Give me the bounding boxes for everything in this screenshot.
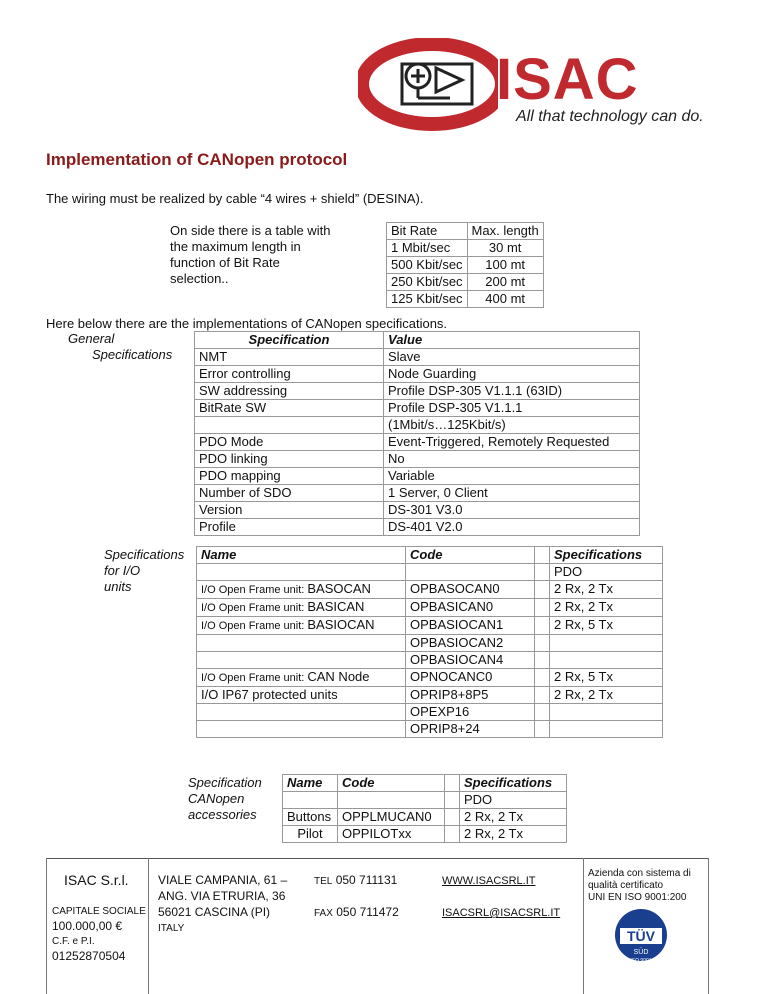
table-cell	[406, 564, 535, 581]
table-cell: OPRIP8+24	[406, 721, 535, 738]
table-cell: 2 Rx, 2 Tx	[550, 581, 663, 599]
logo-tagline: All that technology can do.	[516, 108, 704, 125]
table-cell	[338, 792, 445, 809]
side-note-line: On side there is a table with	[170, 223, 331, 238]
table-cell: OPEXP16	[406, 704, 535, 721]
spacer-cell	[535, 564, 550, 581]
spacer-cell	[535, 687, 550, 704]
table-cell: 2 Rx, 2 Tx	[550, 687, 663, 704]
table-row	[283, 809, 567, 826]
table-cell: No	[384, 451, 640, 468]
io-label: units	[104, 579, 132, 594]
table-cell	[550, 635, 663, 652]
table-cell: Error controlling	[195, 366, 384, 383]
maxlength-header: Max. length	[467, 223, 543, 240]
table-row	[197, 617, 663, 635]
footer-fax	[314, 904, 399, 922]
table-cell: BitRate SW	[195, 400, 384, 417]
side-note-line: function of Bit Rate	[170, 255, 280, 270]
table-cell: PDO mapping	[195, 468, 384, 485]
value-header: Value	[384, 332, 640, 349]
side-note	[170, 223, 330, 287]
io-label: Specifications	[104, 547, 185, 562]
table-cell	[197, 581, 406, 599]
table-cell: Node Guarding	[384, 366, 640, 383]
isac-logo	[358, 38, 718, 138]
table-cell: OPBASOCAN0	[406, 581, 535, 599]
table-cell: DS-401 V2.0	[384, 519, 640, 536]
table-cell: PDO Mode	[195, 434, 384, 451]
table-cell: Version	[195, 502, 384, 519]
row-name: BASIOCAN	[307, 617, 375, 632]
spacer-cell	[535, 704, 550, 721]
accessories-label: Specification	[188, 775, 262, 790]
accessories-label: CANopen	[188, 791, 245, 806]
table-row	[197, 599, 663, 617]
table-row	[195, 366, 640, 383]
table-cell	[197, 687, 406, 704]
table-cell	[550, 652, 663, 669]
spacer-cell	[535, 617, 550, 635]
spacer-cell	[445, 792, 460, 809]
footer-cf-value: 01252870504	[52, 949, 126, 963]
table-cell: 2 Rx, 2 Tx	[550, 599, 663, 617]
table-cell: OPPILOTxx	[338, 826, 445, 843]
table-row	[387, 274, 544, 291]
name-header: Name	[283, 775, 338, 792]
table-row	[195, 417, 640, 434]
row-prefix: I/O Open Frame unit:	[201, 602, 308, 614]
footer-tel	[314, 872, 397, 890]
row-prefix: I/O Open Frame unit:	[201, 672, 308, 684]
table-cell: 250 Kbit/sec	[387, 274, 468, 291]
table-cell: PDO linking	[195, 451, 384, 468]
table-cell: Profile DSP-305 V1.1.1 (63ID)	[384, 383, 640, 400]
spacer-cell	[535, 599, 550, 617]
code-header: Code	[338, 775, 445, 792]
footer-email-link[interactable]: ISACSRL@ISACSRL.IT	[442, 907, 561, 919]
row-name: CAN Node	[307, 669, 370, 684]
table-row	[195, 502, 640, 519]
table-cell: OPBASIOCAN1	[406, 617, 535, 635]
table-cell: 100 mt	[467, 257, 543, 274]
io-label: for I/O	[104, 563, 141, 578]
table-cell: Slave	[384, 349, 640, 366]
footer-divider	[46, 858, 47, 994]
table-cell: OPBASICAN0	[406, 599, 535, 617]
bitrate-table	[386, 222, 544, 308]
table-cell: OPPLMUCAN0	[338, 809, 445, 826]
general-label: Specifications	[92, 347, 173, 362]
table-cell	[550, 721, 663, 738]
footer-website-link[interactable]: WWW.ISACSRL.IT	[442, 875, 536, 887]
general-spec-table	[194, 331, 640, 536]
table-cell: 2 Rx, 2 Tx	[460, 826, 567, 843]
footer-company: ISAC S.r.l.	[64, 872, 129, 888]
footer-address-line: ITALY	[158, 923, 185, 934]
table-row	[195, 519, 640, 536]
table-row	[195, 383, 640, 400]
footer-capitale-label: CAPITALE SOCIALE	[52, 906, 146, 917]
logo-brand-text: ISAC	[496, 47, 639, 112]
table-cell: NMT	[195, 349, 384, 366]
tuv-sub-text: SÜD	[633, 949, 649, 956]
spacer-cell	[535, 652, 550, 669]
table-cell: Number of SDO	[195, 485, 384, 502]
table-row	[283, 826, 567, 843]
spacer-cell	[535, 547, 550, 564]
footer-divider	[583, 858, 584, 994]
row-prefix: I/O Open Frame unit:	[201, 620, 308, 632]
fax-value: 050 711472	[336, 905, 399, 919]
table-row	[195, 332, 640, 349]
spacer-cell	[535, 581, 550, 599]
table-cell	[197, 669, 406, 687]
table-cell: 1 Mbit/sec	[387, 240, 468, 257]
tuv-certification-icon	[614, 908, 668, 964]
table-cell: 1 Server, 0 Client	[384, 485, 640, 502]
table-cell: DS-301 V3.0	[384, 502, 640, 519]
bitrate-header: Bit Rate	[387, 223, 468, 240]
table-cell: Pilot	[283, 826, 338, 843]
io-units-table	[196, 546, 663, 738]
footer-divider	[46, 858, 708, 859]
table-cell	[197, 721, 406, 738]
footer-cf-label: C.F. e P.I.	[52, 936, 95, 947]
table-row	[197, 635, 663, 652]
footer-divider	[148, 858, 149, 994]
table-cell	[197, 599, 406, 617]
fax-label: FAX	[314, 908, 333, 919]
cert-line: UNI EN ISO 9001:200	[588, 892, 687, 903]
table-cell: 200 mt	[467, 274, 543, 291]
spacer-cell	[445, 775, 460, 792]
spacer-cell	[445, 826, 460, 843]
row-name: I/O IP67 protected units	[201, 687, 338, 702]
footer-address-line: 56021 CASCINA (PI)	[158, 905, 271, 919]
code-header: Code	[406, 547, 535, 564]
table-cell: 400 mt	[467, 291, 543, 308]
table-row	[195, 451, 640, 468]
table-cell: 500 Kbit/sec	[387, 257, 468, 274]
table-row	[197, 564, 663, 581]
side-note-line: the maximum length in	[170, 239, 301, 254]
table-row	[197, 547, 663, 564]
table-row	[197, 581, 663, 599]
name-header: Name	[197, 547, 406, 564]
table-cell: OPNOCANC0	[406, 669, 535, 687]
spacer-cell	[535, 669, 550, 687]
accessories-table	[282, 774, 567, 843]
table-row	[387, 223, 544, 240]
table-cell: OPBASIOCAN2	[406, 635, 535, 652]
table-row	[387, 257, 544, 274]
spec-header: Specifications	[550, 547, 663, 564]
table-row	[195, 349, 640, 366]
table-row	[195, 485, 640, 502]
tuv-iso-text: ISO 9001	[630, 958, 652, 964]
table-row	[195, 400, 640, 417]
table-row	[283, 775, 567, 792]
table-cell: Profile	[195, 519, 384, 536]
table-cell	[197, 652, 406, 669]
table-cell: Buttons	[283, 809, 338, 826]
pdo-subheader: PDO	[460, 792, 567, 809]
table-row	[197, 652, 663, 669]
table-cell: 2 Rx, 2 Tx	[460, 809, 567, 826]
table-cell	[550, 704, 663, 721]
table-cell	[197, 564, 406, 581]
spec-header: Specifications	[460, 775, 567, 792]
row-name: BASOCAN	[307, 581, 371, 596]
tel-value: 050 711131	[335, 873, 398, 887]
table-cell: 30 mt	[467, 240, 543, 257]
footer-divider	[708, 858, 709, 994]
table-row	[387, 240, 544, 257]
general-label: General	[68, 331, 115, 346]
table-row	[197, 669, 663, 687]
tuv-text: TÜV	[627, 928, 655, 944]
footer-address-line: VIALE CAMPANIA, 61 –	[158, 873, 288, 887]
footer-capitale-value: 100.000,00 €	[52, 919, 123, 933]
table-cell	[283, 792, 338, 809]
cert-line: qualità certificato	[588, 880, 664, 891]
table-cell: 125 Kbit/sec	[387, 291, 468, 308]
spacer-cell	[445, 809, 460, 826]
intro-spec-text: Here below there are the implementations of CANopen specifications.	[46, 316, 448, 331]
table-cell: Variable	[384, 468, 640, 485]
table-cell	[197, 635, 406, 652]
table-row	[195, 468, 640, 485]
table-row	[197, 704, 663, 721]
cert-line: Azienda con sistema di	[588, 868, 691, 879]
table-cell: (1Mbit/s…125Kbit/s)	[384, 417, 640, 434]
isac-emblem-icon	[358, 38, 498, 138]
table-cell: OPRIP8+8P5	[406, 687, 535, 704]
table-cell: 2 Rx, 5 Tx	[550, 617, 663, 635]
table-cell	[197, 704, 406, 721]
table-row	[195, 434, 640, 451]
spacer-cell	[535, 635, 550, 652]
table-row	[283, 792, 567, 809]
table-cell: Event-Triggered, Remotely Requested	[384, 434, 640, 451]
table-cell: SW addressing	[195, 383, 384, 400]
row-prefix: I/O Open Frame unit:	[201, 584, 308, 596]
footer-address-line: ANG. VIA ETRURIA, 36	[158, 889, 286, 903]
table-cell	[195, 417, 384, 434]
pdo-subheader: PDO	[550, 564, 663, 581]
row-name: BASICAN	[307, 599, 365, 614]
table-row	[197, 687, 663, 704]
page-title: Implementation of CANopen protocol	[46, 150, 348, 169]
footer-cert-text	[588, 868, 706, 904]
table-row	[197, 721, 663, 738]
table-cell: OPBASIOCAN4	[406, 652, 535, 669]
accessories-label: accessories	[188, 807, 257, 822]
table-cell	[197, 617, 406, 635]
table-cell: Profile DSP-305 V1.1.1	[384, 400, 640, 417]
table-cell: 2 Rx, 5 Tx	[550, 669, 663, 687]
table-row	[387, 291, 544, 308]
spacer-cell	[535, 721, 550, 738]
wiring-text: The wiring must be realized by cable “4 wires + shield” (DESINA).	[46, 191, 424, 206]
tel-label: TEL	[314, 876, 333, 887]
side-note-line: selection..	[170, 271, 229, 286]
spec-header: Specification	[195, 332, 384, 349]
